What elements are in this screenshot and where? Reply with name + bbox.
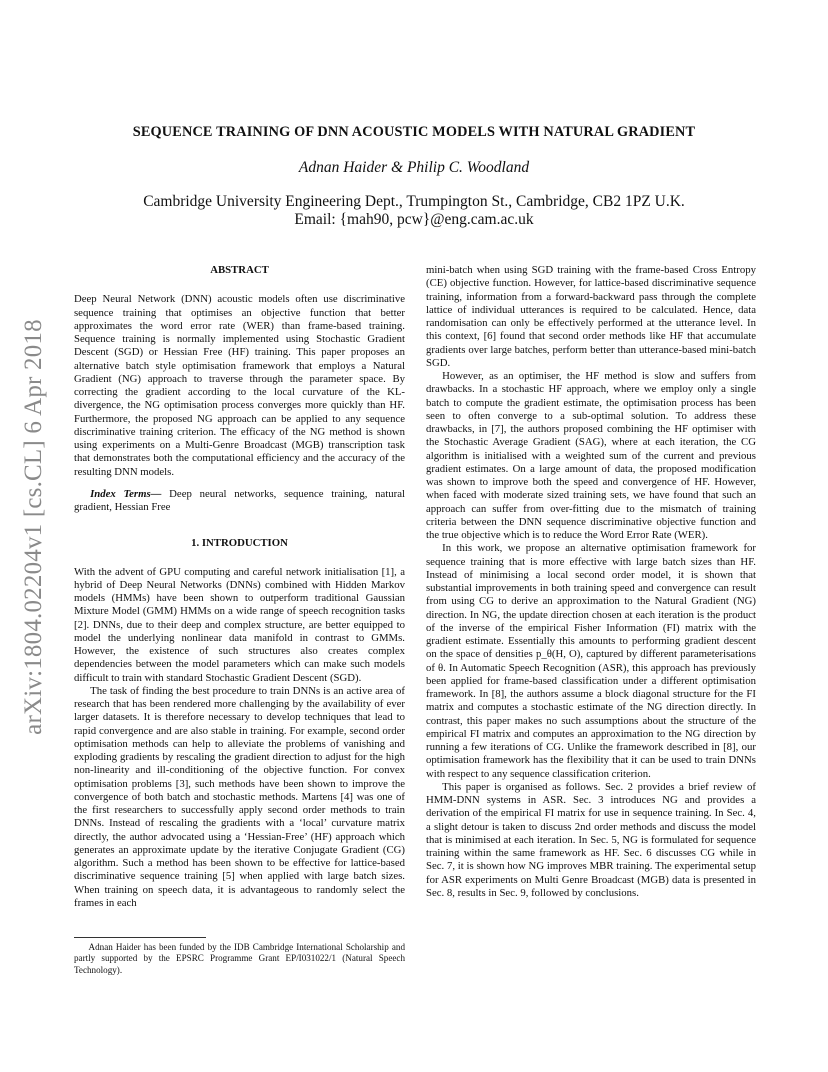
body-paragraph: However, as an optimiser, the HF method is slow and suffers from drawbacks. In a stochastic HF approach, where we employ only a single batch to compute the gradient estimate, the optimisation process has been seen to often converge to a sub-optimal solution. To address these drawbacks, in [7], the authors proposed combining the HF optimiser with the Stochastic Average Gradient (SAG), where at each iteration, the CG algorithm is initialised with a weighted sum of the current and previous gradient estimates. On a large amount of data, the proposed modification was shown to improve both the speed and convergence of HF. However, when faced with moderate sized training sets, we have found that such an approach can suffer from over-fitting due to the mismatch of training criteria between the DNN sequence discriminative objective function and the true objective which is to reduce the Word Error Rate (WER). xyxy=(426,370,756,541)
funding-footnote: Adnan Haider has been funded by the IDB Cambridge International Scholarship and partly supported by the EPSRC Programme Grant EP/I031022/1 (Natural Speech Technology). xyxy=(74,942,405,975)
right-column xyxy=(426,264,756,900)
index-terms-text: Deep neural networks, sequence training, natural gradient, Hessian Free xyxy=(74,487,405,513)
body-paragraph: In this work, we propose an alternative optimisation framework for sequence training that is more effective with large batch sizes than HF. Instead of minimising a local second order model, it is shown that substantial improvements in both training speed and convergence can result from using CG to derive an approximation to the Natural Gradient (NG) direction. In NG, the update direction chosen at each iteration is the product of the inverse of the empirical Fisher Information (FI) matrix with the gradient estimate. Essentially this amounts to performing gradient descent on the space of densities p_θ(H, O), captured by different parameterisations of θ. In Automatic Speech Recognition (ASR), this approach has previously been applied for frame-based classification under a different optimisation framework. In [8], the authors assume a block diagonal structure for the FI matrix and computes a stochastic estimate of the NG direction directly. In contrast, this paper makes no such assumptions about the structure of the empirical FI matrix and computes an approximation to the NG direction by running a few iterations of CG. Unlike the framework described in [8], our optimisation framework has the flexibility that it can be used to train DNNs with respect to any sequence classification criterion. xyxy=(426,542,756,780)
intro-paragraph: With the advent of GPU computing and careful network initialisation [1], a hybrid of Deep Neural Networks (DNNs) combined with Hidden Markov models (HMMs) have been shown to outperform traditional Gaussian Mixture Model (GMM) HMMs on a wide range of speech recognition tasks [2]. DNNs, due to their deep and complex structure, are better equipped to model the underlying nonlinear data manifold in contrast to GMMs. However, the existence of such structures also creates complex dependencies between the model parameters which can make such models difficult to train with standard Stochastic Gradient Descent (SGD). xyxy=(74,565,405,684)
index-terms-label: Index Terms— xyxy=(90,487,162,500)
body-paragraph: This paper is organised as follows. Sec. 2 provides a brief review of HMM-DNN systems in ASR. Sec. 3 introduces NG and provides a derivation of the empirical FI matrix for use in sequence training. In Sec. 4, a slight detour is taken to discuss 2nd order methods and discuss the model that is minimised at each iteration. In Sec. 5, NG is formulated for sequence training within the same framework as HF. Sec. 6 discusses CG while in Sec. 7, it is shown how NG improves MBR training. The experimental setup for ASR experiments on Multi Genre Broadcast (MGB) data is presented in Sec. 8, results in Sec. 9, followed by conclusions. xyxy=(426,780,756,899)
affiliation-address: Cambridge University Engineering Dept., Trumpington St., Cambridge, CB2 1PZ U.K. xyxy=(143,193,685,210)
footnote-divider xyxy=(74,937,206,938)
intro-paragraph: The task of finding the best procedure to train DNNs is an active area of research that has been rendered more challenging by the availability of ever larger datasets. It is therefore necessary to develop techniques that lead to rapid convergence and are also stable in training. For example, second order optimisation methods can help to alleviate the problems of vanishing and exploding gradients by rescaling the gradient direction to adjust for the high non-linearity and ill-conditioning of the objective function. For convex optimisation problems [3], such methods have been shown to improve the convergence of both batch and stochastic methods. Martens [4] was one of the first researchers to successfully apply second order methods to train DNNs. Instead of rescaling the gradients with a ‘local’ curvature matrix directly, the author advocated using a ‘Hessian-Free’ (HF) approach which generates an approximate update by the iterative Conjugate Gradient (CG) algorithm. Such a method has been shown to be effective for lattice-based discriminative sequence training [5] when applied with large batch sizes. When training on speech data, it is advantageous to randomly select the frames in each xyxy=(74,684,405,909)
abstract-heading: ABSTRACT xyxy=(210,264,269,276)
left-column xyxy=(74,264,405,910)
body-paragraph: mini-batch when using SGD training with the frame-based Cross Entropy (CE) objective function. However, for lattice-based discriminative sequence training, information from a forward-backward pass through the complete lattice of individual utterances is required to be calculated. Hence, data randomisation can only be effectively performed at the utterance level. In this context, [6] found that second order methods like HF that accumulate gradients over large batches, perform better than utterance-based mini-batch SGD. xyxy=(426,264,756,369)
abstract-text: Deep Neural Network (DNN) acoustic models often use discriminative sequence training that optimises an objective function that better approximates the word error rate (WER) than frame-based training. Sequence training is normally implemented using Stochastic Gradient Descent (SGD) or Hessian Free (HF) training. This paper proposes an alternative batch style optimisation framework that employs a Natural Gradient (NG) approach to traverse through the parameter space. By correcting the gradient according to the local curvature of the KL-divergence, the NG optimisation process converges more quickly than HF. Furthermore, the proposed NG approach can be applied to any sequence discriminative training criterion. The efficacy of the NG method is shown using experiments on a Multi-Genre Broadcast (MGB) transcription task that demonstrates both the computational efficiency and the accuracy of the resulting DNN models. xyxy=(74,293,405,478)
section-heading-introduction: 1. INTRODUCTION xyxy=(191,537,288,550)
arxiv-identifier-text: arXiv:1804.02204v1 [cs.CL] 6 Apr 2018 xyxy=(20,319,48,735)
index-terms xyxy=(74,488,405,515)
paper-title: SEQUENCE TRAINING OF DNN ACOUSTIC MODELS WITH NATURAL GRADIENT xyxy=(132,124,696,140)
author-affiliation xyxy=(0,193,828,229)
paper-authors: Adnan Haider & Philip C. Woodland xyxy=(298,159,530,176)
affiliation-email: Email: {mah90, pcw}@eng.cam.ac.uk xyxy=(294,211,534,228)
arxiv-identifier xyxy=(14,292,54,762)
